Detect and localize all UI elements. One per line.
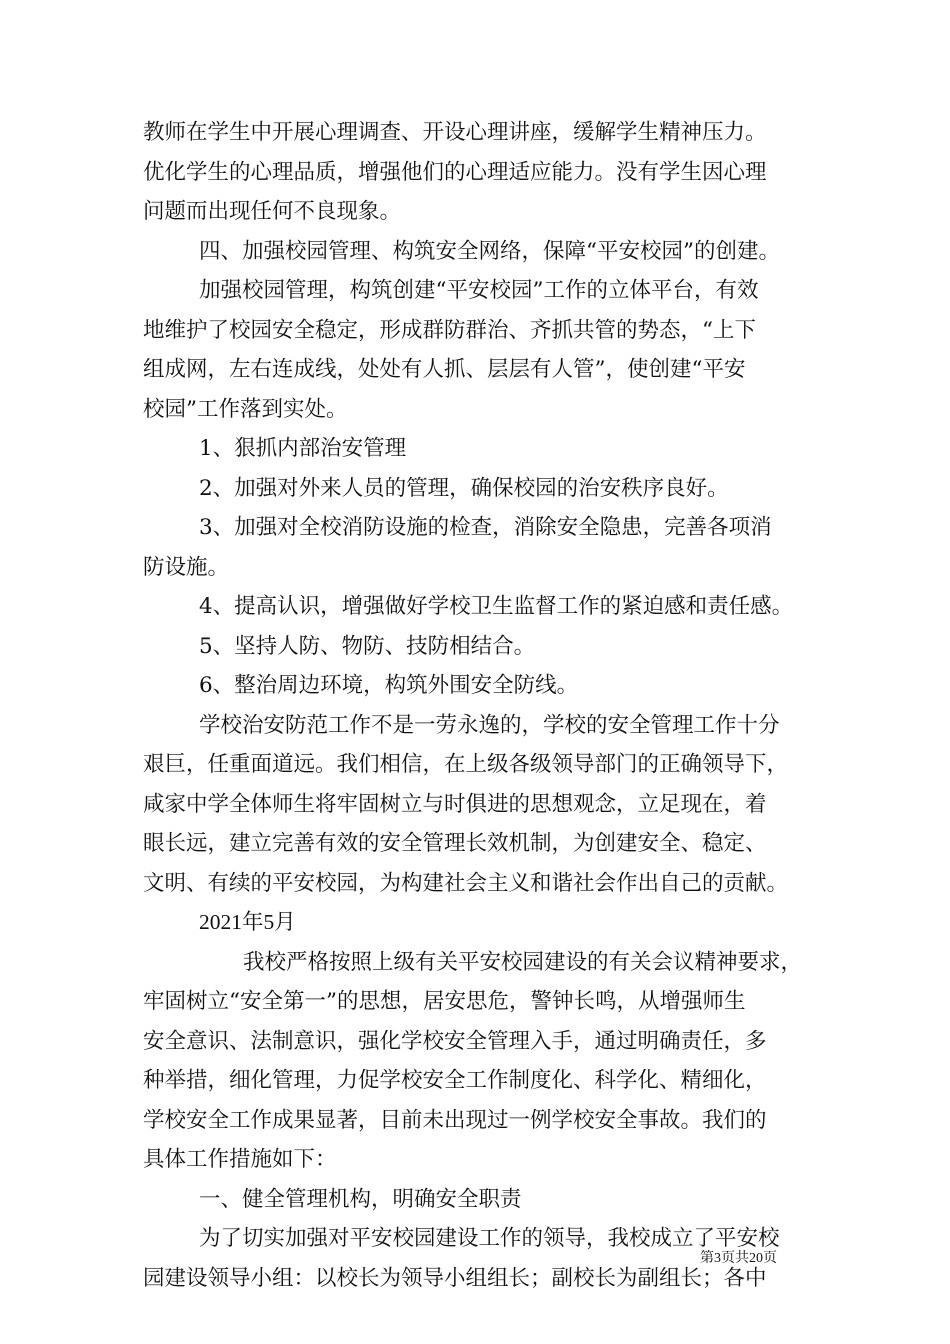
list-item: 4、提高认识，增强做好学校卫生监督工作的紧迫感和责任感。 — [199, 594, 794, 619]
list-item: 3、加强对全校消防设施的检查，消除安全隐患，完善各项消 — [199, 515, 772, 540]
list-item: 1、狠抓内部治安管理 — [199, 436, 407, 461]
text-line: 园建设领导小组：以校长为领导小组组长；副校长为副组长；各中 — [143, 1265, 767, 1291]
text-line: 优化学生的心理品质，增强他们的心理适应能力。没有学生因心理 — [143, 159, 767, 185]
text-line: 文明、有续的平安校园，为构建社会主义和谐社会作出自己的贡献。 — [143, 870, 789, 896]
text-line: 校园”工作落到实处。 — [143, 396, 348, 422]
text-line: 安全意识、法制意识，强化学校安全管理入手，通过明确责任，多 — [143, 1028, 767, 1054]
text-line: 具体工作措施如下： — [143, 1147, 337, 1172]
list-item: 5、坚持人防、物防、技防相结合。 — [199, 633, 536, 659]
list-item: 2、加强对外来人员的管理，确保校园的治安秩序良好。 — [199, 475, 729, 501]
text-line: 教师在学生中开展心理调查、开设心理讲座，缓解学生精神压力。 — [143, 120, 767, 145]
list-item: 6、整治周边环境，构筑外围安全防线。 — [199, 673, 579, 698]
page-number: 第3页共20页 — [700, 1251, 777, 1266]
text-line: 眼长远，建立完善有效的安全管理长效机制，为创建安全、稳定、 — [143, 831, 767, 856]
text-line: 防设施。 — [143, 554, 230, 580]
text-line: 种举措，细化管理，力促学校安全工作制度化、科学化、精细化， — [143, 1068, 767, 1093]
text-line: 组成网，左右连成线，处处有人抓、层层有人管”，使创建“平安 — [143, 357, 746, 382]
text-line: 地维护了校园安全稳定，形成群防群治、齐抓共管的势态，“上下 — [143, 317, 756, 343]
text-line: 问题而出现任何不良现象。 — [143, 199, 402, 224]
text-line: 艰巨，任重面道远。我们相信，在上级各级领导部门的正确领导下， — [143, 752, 789, 777]
text-line: 咸家中学全体师生将牢固树立与时俱进的思想观念，立足现在，着 — [143, 791, 767, 817]
text-line: 牢固树立“安全第一”的思想，居安思危，警钟长鸣，从增强师生 — [143, 989, 746, 1014]
text-line: 我校严格按照上级有关平安校园建设的有关会议精神要求， — [243, 949, 803, 975]
body-text — [143, 113, 823, 1298]
section-heading: 一、健全管理机构，明确安全职责 — [199, 1186, 522, 1212]
section-heading: 四、加强校园管理、构筑安全网络，保障“平安校园”的创建。 — [199, 238, 780, 264]
text-line: 学校治安防范工作不是一劳永逸的，学校的安全管理工作十分 — [199, 712, 780, 738]
text-line: 为了切实加强对平安校园建设工作的领导，我校成立了平安校 — [199, 1226, 780, 1251]
date-line: 2021年5月 — [199, 910, 296, 934]
text-line: 加强校园管理，构筑创建“平安校园”工作的立体平台，有效 — [199, 278, 759, 303]
text-line: 学校安全工作成果显著，目前未出现过一例学校安全事故。我们的 — [143, 1107, 767, 1133]
